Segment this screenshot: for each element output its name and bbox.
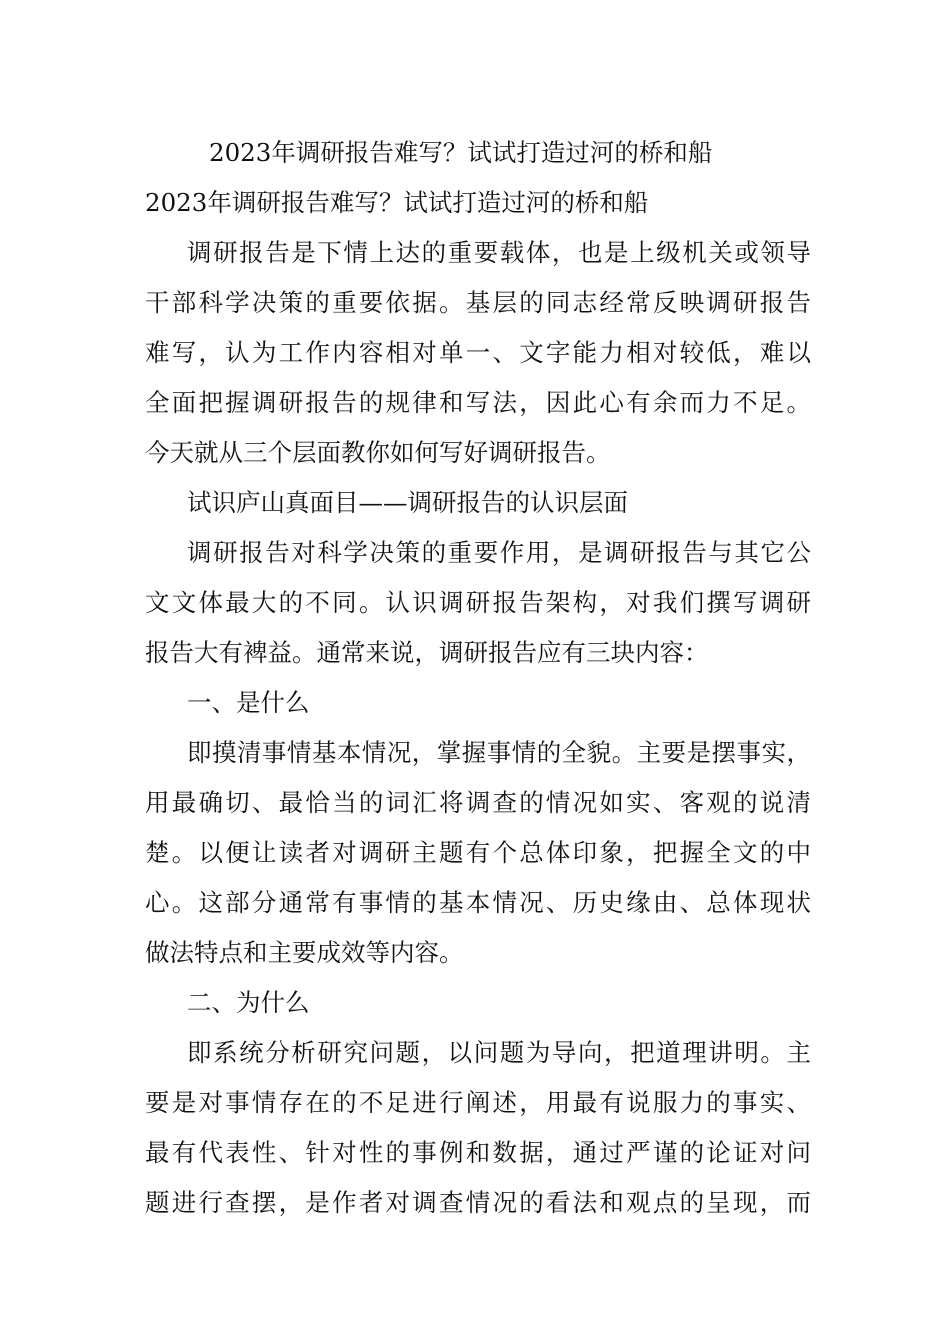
paragraph-line: 全面把握调研报告的规律和写法，因此心有余而力不足。 [145, 388, 811, 417]
paragraph-line: 用最确切、最恰当的词汇将调查的情况如实、客观的说清 [145, 788, 811, 817]
paragraph-line: 题进行查摆，是作者对调查情况的看法和观点的呈现，而 [145, 1188, 811, 1217]
paragraph-line: 今天就从三个层面教你如何写好调研报告。 [145, 438, 611, 467]
document-title: 2023年调研报告难写？试试打造过河的桥和船 [209, 138, 713, 167]
paragraph-line: 干部科学决策的重要依据。基层的同志经常反映调研报告 [145, 288, 811, 317]
paragraph-line: 难写，认为工作内容相对单一、文字能力相对较低，难以 [145, 338, 811, 367]
paragraph-line: 文文体最大的不同。认识调研报告架构，对我们撰写调研 [145, 588, 811, 617]
section-heading: 试识庐山真面目——调研报告的认识层面 [187, 488, 628, 517]
paragraph-line: 要是对事情存在的不足进行阐述，用最有说服力的事实、 [145, 1088, 811, 1117]
paragraph-line: 调研报告是下情上达的重要载体，也是上级机关或领导 [187, 238, 811, 267]
item-heading: 二、为什么 [187, 988, 310, 1017]
paragraph-line: 即摸清事情基本情况，掌握事情的全貌。主要是摆事实， [187, 738, 811, 767]
paragraph-line: 报告大有裨益。通常来说，调研报告应有三块内容： [145, 638, 709, 667]
paragraph-line: 做法特点和主要成效等内容。 [145, 938, 464, 967]
paragraph-line: 最有代表性、针对性的事例和数据，通过严谨的论证对问 [145, 1138, 811, 1167]
document-body [145, 128, 811, 1228]
paragraph-line: 调研报告对科学决策的重要作用，是调研报告与其它公 [187, 538, 811, 567]
document-subtitle: 2023年调研报告难写？试试打造过河的桥和船 [145, 188, 649, 217]
paragraph-line: 即系统分析研究问题，以问题为导向，把道理讲明。主 [187, 1038, 811, 1067]
paragraph-line: 楚。以便让读者对调研主题有个总体印象，把握全文的中 [145, 838, 811, 867]
item-heading: 一、是什么 [187, 688, 310, 717]
paragraph-line: 心。这部分通常有事情的基本情况、历史缘由、总体现状 [145, 888, 811, 917]
